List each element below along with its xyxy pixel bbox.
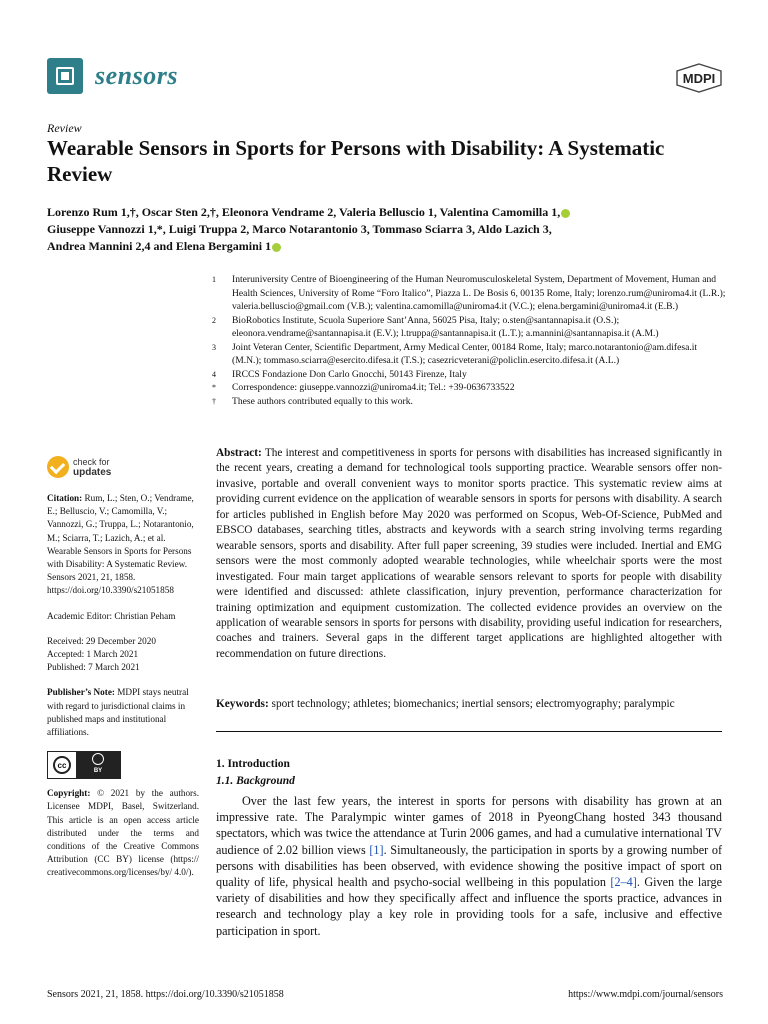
- abstract: Abstract: The interest and competitiveness in sports for persons with disabilities has increased significantly in the recent years, creating a demand for technological tools supporting practice. Wearable sensors offer non-invasive, portable and overall convenient ways to monitor sports practice. This systematic review aims at providing current evidence on the application of wearable sensors in sports for persons with disability. A search for articles published in English before May 2020 was performed on Scopus, Web-Of-Science, PubMed and EBSCO databases, searching titles, abstracts and keywords with a search string involving terms regarding wearable sensors, sports and disability. After full paper screening, 39 studies were included. Inertial and EMG sensors were the most commonly adopted wearable technologies, while wheelchair sports were the most investigated. Four main target applications of wearable sensors relevant to sports for people with disability were identified and discussed: athlete classification, injury prevention, performance characterization for training optimization and equipment customization. The collected evidence provides an overview on the application of wearable sensors in sports for persons with disability, providing useful indication for researchers, coaches and trainers. Several gaps in the different target applications are highlighted altogether with recommendation on future directions.: [216, 447, 722, 660]
- section-divider: [216, 731, 722, 732]
- cc-by-license-badge[interactable]: cc BY: [47, 751, 121, 779]
- footer-citation: Sensors 2021, 21, 1858. https://doi.org/10.3390/s21051858: [47, 989, 284, 1000]
- article-type: Review: [47, 121, 82, 135]
- author-line-3: Andrea Mannini 2,4 and Elena Bergamini 1: [47, 238, 727, 255]
- checkmark-icon: [47, 456, 69, 478]
- author-line-2: Giuseppe Vannozzi 1,*, Luigi Truppa 2, Marco Notarantonio 3, Tommaso Sciarra 3, Aldo Lazich 3,: [47, 222, 552, 236]
- affiliation-item: 4 IRCCS Fondazione Don Carlo Gnocchi, 50143 Firenze, Italy: [212, 368, 467, 380]
- affiliation-item: 2 BioRobotics Institute, Scuola Superiore Sant’Anna, 56025 Pisa, Italy; o.sten@santannapisa.it (O.S.); eleonora.vendrame@santannapisa.it (E.V.); l.truppa@santannapisa.it (L.T.); a.mannini@santannapisa.it (A.M.): [212, 314, 659, 339]
- journal-branding: [47, 58, 178, 94]
- page-footer: [47, 989, 723, 1000]
- keywords: Keywords: sport technology; athletes; biomechanics; inertial sensors; electromyography; paralympic: [216, 698, 675, 710]
- correspondence: * Correspondence: giuseppe.vannozzi@uniroma4.it; Tel.: +39-0636733522: [212, 382, 515, 393]
- publisher-note: Publisher’s Note: MDPI stays neutral with regard to jurisdictional claims in published maps and institutional affiliations.: [47, 687, 189, 738]
- attribution-icon: [92, 753, 104, 765]
- received-date: Received: 29 December 2020: [47, 635, 156, 646]
- accepted-date: Accepted: 1 March 2021: [47, 649, 139, 660]
- equal-contribution-note: † These authors contributed equally to this work.: [212, 395, 413, 407]
- affiliation-item: 3 Joint Veteran Center, Scientific Department, Army Medical Center, 00184 Rome, Italy; marco.notarantonio@am.difesa.it (M.N.); tommaso.sciarra@esercito.difesa.it (T.S.); casezricveterani@policlin.esercito.difesa.it (A.L.): [212, 341, 698, 366]
- article-title: Wearable Sensors in Sports for Persons with Disability: A Systematic Review: [47, 136, 665, 186]
- author-list: [47, 204, 727, 255]
- academic-editor: Academic Editor: Christian Peham: [47, 610, 176, 621]
- affiliation-item: 1 Interuniversity Centre of Bioengineering of the Human Neuromusculoskeletal System, Department of Movement, Human and Health Sciences, University of Rome “Foro Italico”, Piazza L. De Bosis 6, 00135 Rome, Italy; lorenzo.rum@uniroma4.it (L.R.); valeria.belluscio@gmail.com (V.B.); valentina.camomilla@uniroma4.it (V.C.); elena.bergamini@uniroma4.it (E.B.): [212, 274, 726, 312]
- reference-link[interactable]: [1]: [369, 842, 384, 857]
- check-for-updates-button[interactable]: check for updates: [47, 456, 199, 478]
- citation: Citation: Rum, L.; Sten, O.; Vendrame, E.; Belluscio, V.; Camomilla, V.; Vannozzi, G.; Truppa, L.; Notarantonio, M.; Sciarra, T.; Lazich, A.; et al. Wearable Sensors in Sports for Persons with Disability: A Systematic Review. Sensors 2021, 21, 1858. https://doi.org/10.3390/s21051858: [47, 493, 194, 596]
- affiliations: [212, 273, 727, 408]
- footer-journal-url[interactable]: https://www.mdpi.com/journal/sensors: [568, 989, 723, 1000]
- author-line-1: Lorenzo Rum 1,†, Oscar Sten 2,†, Eleonora Vendrame 2, Valeria Belluscio 1, Valentina Camomilla 1,: [47, 204, 727, 221]
- publication-dates: [47, 635, 199, 675]
- orcid-icon[interactable]: [272, 243, 281, 252]
- sidebar: [47, 456, 199, 880]
- journal-name: sensors: [95, 61, 178, 90]
- publisher-name: MDPI: [682, 71, 716, 86]
- subsection-heading: 1.1. Background: [216, 775, 295, 787]
- section-heading: 1. Introduction: [216, 758, 290, 770]
- publisher-logo: [675, 63, 723, 93]
- reference-link[interactable]: [2–4]: [610, 875, 637, 890]
- orcid-icon[interactable]: [561, 209, 570, 218]
- sensor-chip-icon: [47, 58, 83, 94]
- creative-commons-icon: cc: [53, 756, 71, 774]
- copyright-notice: Copyright: © 2021 by the authors. Licensee MDPI, Basel, Switzerland. This article is an open access article distributed under the terms and conditions of the Creative Commons Attribution (CC BY) license (https:// creativecommons.org/licenses/by/ 4.0/).: [47, 788, 199, 878]
- published-date: Published: 7 March 2021: [47, 662, 140, 673]
- intro-paragraph: Over the last few years, the interest in sports for persons with disability has grown at an impressive rate. The Paralympic winter games of 2018 in PyeongChang hosted 343 thousand spectators, which was twice the attendance at Turin 2006 games, and had a cumulative international TV audience of 2.02 billion views [1]. Simultaneously, the participation in sports by a growing number of persons with disabilities has been observed, with evidence showing the positive impact of sport on quality of life, physical health and psycho-social wellbeing in this population [2–4]. Given the large variety of disabilities and how they specifically affect and influence the sports practice, advances in research and technology play a key role in providing tools for a safe, inclusive and effective participation in sport.: [216, 794, 723, 938]
